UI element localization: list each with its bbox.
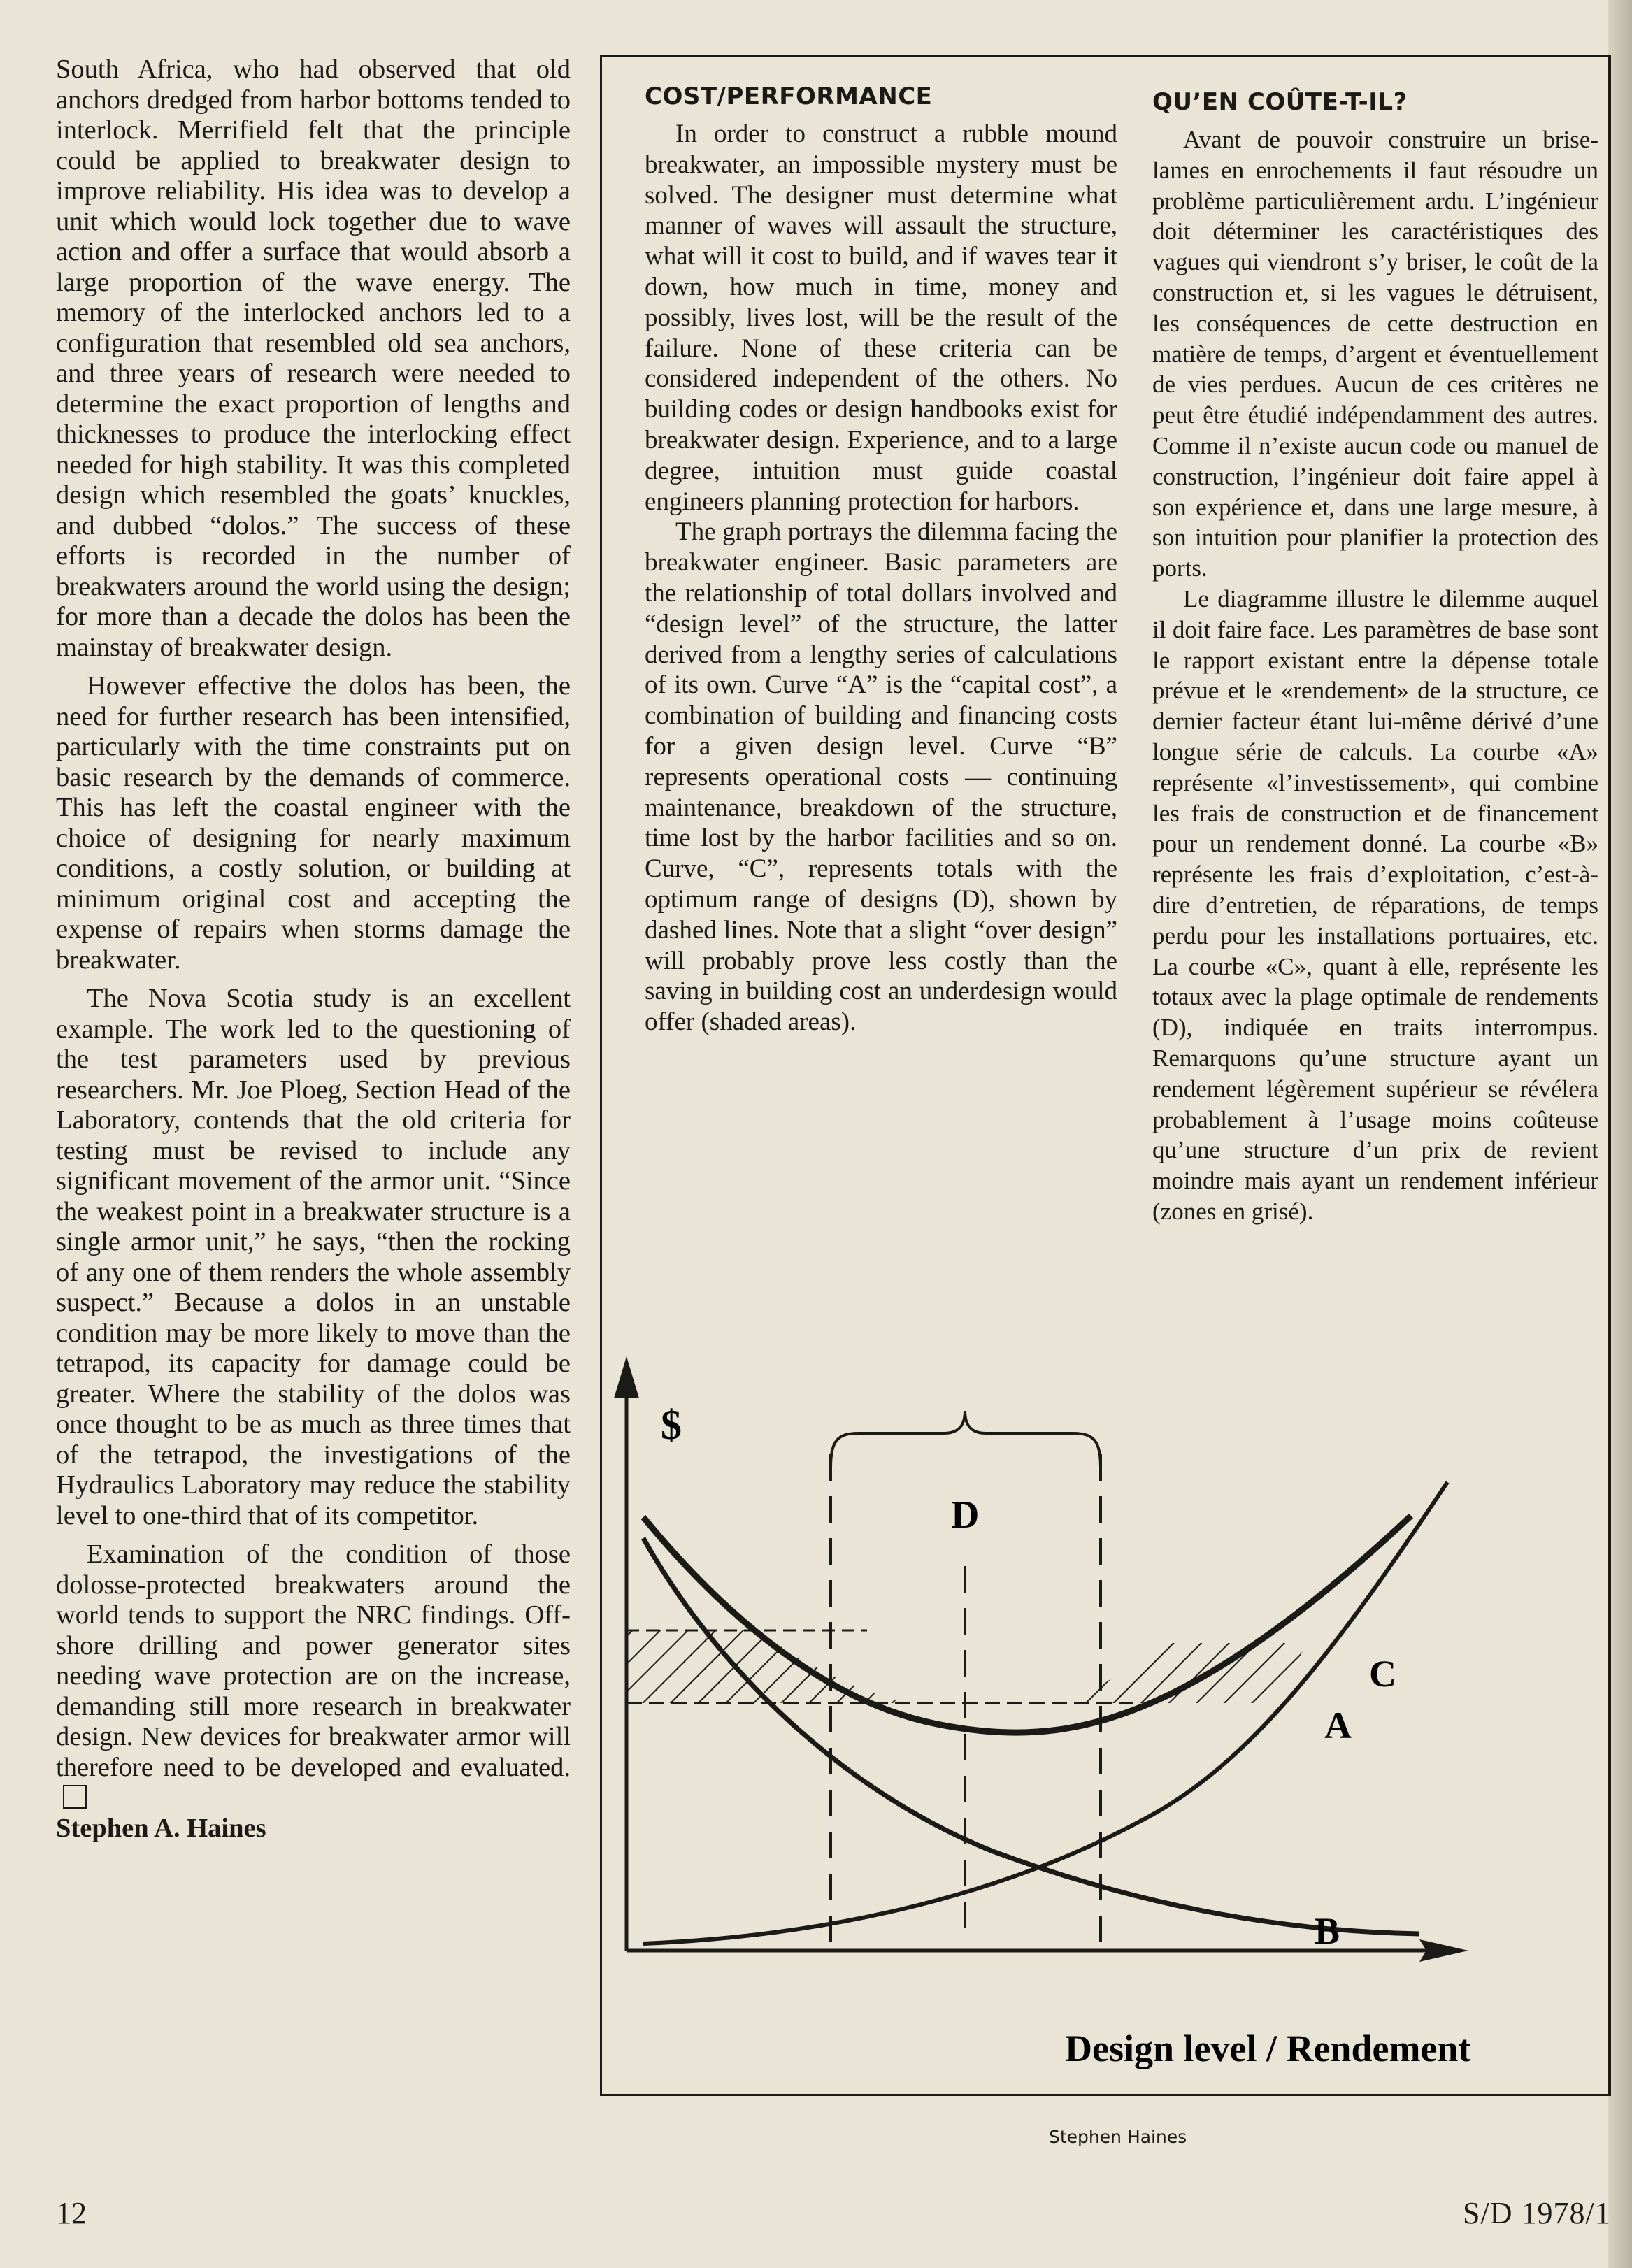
illustration-credit: Stephen Haines: [1049, 2127, 1187, 2147]
cost-design-chart: [601, 1328, 1608, 2097]
curve-label-b: B: [1315, 1910, 1340, 1952]
english-paragraph: In order to construct a rubble mound breakwater, an impossible mystery must be solved. The designer must determine what manner of waves will assault the structure, what will it cost to build, and if waves tear it down, how much in time, money and possibly, lives lost, will be the result of the failure. None of these criteria can be considered independent of the others. No building codes or design handbooks exist for breakwater design. Experience, and to a large degree, intuition must guide coastal engineers planning protection for harbors.: [645, 120, 1117, 516]
article-paragraph-text: Examination of the condition of those dolosse-protected breakwaters around the world tends to support the NRC findings. Off-shore drilling and power generator sites needing wave protection are on the increase, demanding still more research in breakwater design. New devices for breakwater armor will therefore need to be developed and evaluated.: [56, 1539, 571, 1782]
english-heading: COST/PERFORMANCE: [645, 82, 933, 110]
french-paragraph: Avant de pouvoir construire un brise-lames en enrochements il faut résoudre un problème particulièrement ardu. L’ingénieur doit déterminer les caractéristiques des vagues qui viendront s’y briser, le coût de la construction et, si les vagues le détruisent, les conséquences de cette destruction en matière de temps, d’argent et éventuellement de vies perdues. Aucun de ces critères ne peut être étudié indépendamment des autres. Comme il n’existe aucun code ou manuel de construction, l’ingénieur doit faire appel à son expérience et, dans une large mesure, à son intuition pour planifier la protection des ports.: [1152, 126, 1598, 582]
article-paragraph: The Nova Scotia study is an excellent example. The work led to the questioning of the test parameters used by previous researchers. Mr. Joe Ploeg, Section Head of the Laboratory, contends that the old criteria for testing must be revised to include any significant movement of the armor unit. “Since the weakest point in a breakwater structure is a single armor unit,” he says, “then the rocking of any one of them renders the whole assembly suspect.” Because a dolos in an unstable condition may be more likely to move than the tetrapod, its capacity for damage could be greater. Where the stability of the dolos was once thought to be as much as three times that of the tetrapod, the investigations of the Hydraulics Laboratory may reduce the stability level to one-third that of its competitor.: [56, 984, 571, 1530]
english-sidebar: [645, 82, 1117, 1038]
range-brace-icon: [831, 1411, 1101, 1468]
page-number: 12: [56, 2196, 87, 2230]
range-label-d: D: [951, 1493, 980, 1537]
article-paragraph-last: [56, 1539, 571, 1814]
curve-label-c: C: [1369, 1653, 1396, 1695]
author-byline: Stephen A. Haines: [56, 1813, 266, 1843]
x-axis-label: Design level / Rendement: [1065, 2027, 1471, 2069]
main-article-column: [56, 55, 571, 1844]
curve-b-operational-cost: [643, 1538, 1419, 1934]
page-edge: [1608, 0, 1632, 2268]
curve-label-a: A: [1324, 1704, 1352, 1746]
end-mark-icon: [63, 1785, 87, 1809]
x-axis-arrow-icon: [1419, 1939, 1468, 1962]
y-axis-label: $: [661, 1402, 682, 1448]
french-paragraph: Le diagramme illustre le dilemme auquel il doit faire face. Les paramètres de base sont le rapport existant entre la dépense totale prévue et le «rendement» de la structure, ce dernier facteur étant lui-même dérivé d’une longue série de calculs. La courbe «A» représente «l’investissement», qui combine les frais de construction et de financement pour un rendement donné. La courbe «B» représente les frais d’exploitation, c’est-à-dire d’entretien, de réparations, de temps perdu pour les installations portuaires, etc. La courbe «C», quant à elle, représente les totaux avec la plage optimale de rendements (D), indiquée en traits interrompus. Remarquons qu’une structure ayant un rendement légèrement supérieur se révélera probablement à l’usage moins coûteuse qu’une structure d’un prix de revient moindre mais ayant un rendement inférieur (zones en grisé).: [1152, 584, 1598, 1225]
english-paragraph: The graph portrays the dilemma facing the breakwater engineer. Basic parameters are the relationship of total dollars involved and “design level” of the structure, the latter derived from a lengthy series of calculations of its own. Curve “A” is the “capital cost”, a combination of building and financing costs for a given design level. Curve “B” represents operational costs — continuing maintenance, breakdown of the structure, time lost by the harbor facilities and so on. Curve, “C”, represents totals with the optimum range of designs (D), shown by dashed lines. Note that a slight “over design” will probably prove less costly than the saving in building cost an underdesign would offer (shaded areas).: [645, 517, 1117, 1037]
french-sidebar: [1152, 88, 1598, 1227]
y-axis-arrow-icon: [614, 1356, 639, 1398]
french-heading: QU’EN COÛTE-T-IL?: [1152, 88, 1408, 116]
shaded-area-overdesign: [1049, 1643, 1308, 1703]
article-paragraph: However effective the dolos has been, the need for further research has been intensified, particularly with the time constraints put on basic research by the demands of commerce. This has left the coastal engineer with the choice of designing for nearly maximum conditions, a costly solution, or building at minimum original cost and accepting the expense of repairs when storms damage the breakwater.: [56, 671, 571, 975]
issue-label: S/D 1978/1: [1463, 2196, 1611, 2230]
chart-svg: [601, 1328, 1608, 2097]
article-paragraph: South Africa, who had observed that old anchors dredged from harbor bottoms tended to interlock. Merrifield felt that the principle could be applied to breakwater design to improve reliability. His idea was to develop a unit which would lock together due to wave action and offer a surface that would absorb a large proportion of the wave energy. The memory of the interlocked anchors led to a configuration that resembled old sea anchors, and three years of research were needed to determine the exact proportion of lengths and thicknesses to produce the interlocking effect needed for high stability. It was this completed design which resembled the goats’ knuckles, and dubbed “dolos.” The success of these efforts is recorded in the number of breakwaters around the world using the design; for more than a decade the dolos has been the mainstay of breakwater design.: [56, 55, 571, 662]
